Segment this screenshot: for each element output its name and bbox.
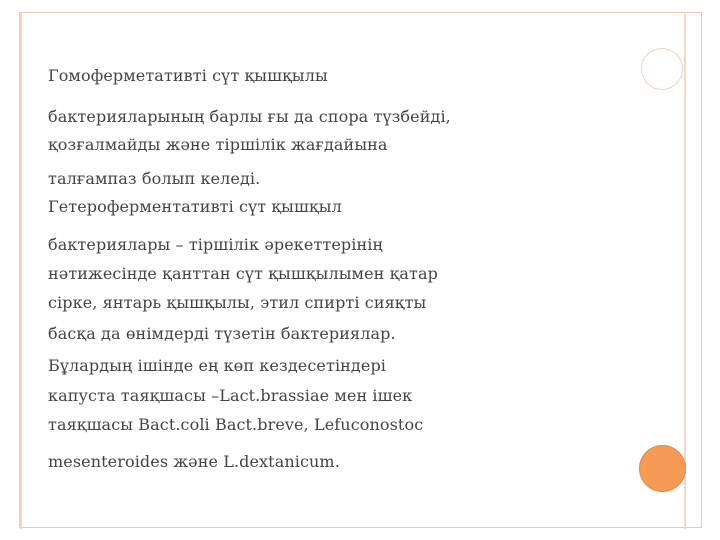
text-line: қозғалмайды және тіршілік жағдайына xyxy=(48,135,388,154)
text-line: таяқшасы Bact.coli Bact.breve, Lefuconostoc xyxy=(48,415,424,434)
text-line: Гомоферметативті сүт қышқылы xyxy=(48,66,328,85)
text-line: Бұлардың ішінде ең көп кездесетіндері xyxy=(48,356,387,375)
text-line: талғампаз болып келеді. xyxy=(48,169,261,188)
frame-right-line xyxy=(684,13,686,529)
text-line: mesenteroides және L.dextanicum. xyxy=(48,452,340,471)
text-line: капуста таяқшасы –Lact.brassiae мен ішек xyxy=(48,386,413,405)
frame-left-line xyxy=(20,13,22,529)
text-line: сірке, янтарь қышқылы, этил спирті сияқты xyxy=(48,293,427,312)
text-line: бактерияларының барлы ғы да спора түзбейді, xyxy=(48,107,451,126)
text-line: нәтижесінде қанттан сүт қышқылымен қатар xyxy=(48,264,438,283)
decorative-circle-top xyxy=(641,48,683,90)
text-line: бактериялары – тіршілік әрекеттерінің xyxy=(48,235,383,254)
text-line: Гетероферментативті сүт қышқыл xyxy=(48,197,342,216)
text-line: басқа да өнімдерді түзетін бактериялар. xyxy=(48,324,396,343)
decorative-circle-bottom xyxy=(639,445,686,492)
